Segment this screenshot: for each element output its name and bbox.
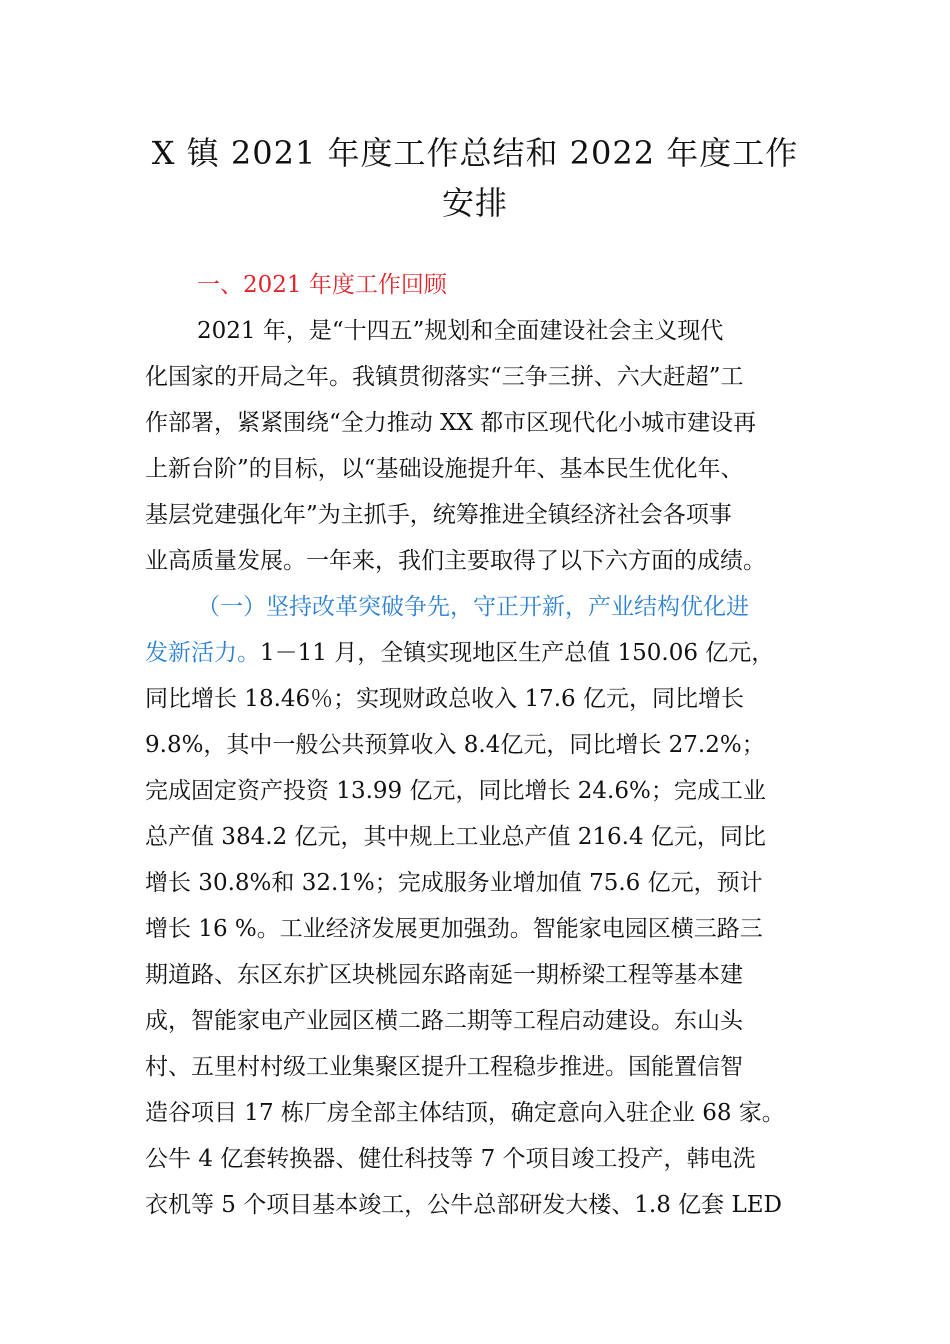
- paragraph-line: 衣机等 5 个项目基本竣工，公牛总部研发大楼、1.8 亿套 LED: [145, 1192, 782, 1218]
- paragraph-text: 1－11 月，全镇实现地区生产总值 150.06 亿元，: [260, 640, 775, 666]
- paragraph-line: 作部署，紧紧围绕“全力推动 XX 都市区现代化小城市建设再: [145, 410, 757, 436]
- paragraph-line: 造谷项目 17 栋厂房全部主体结顶，确定意向入驻企业 68 家。: [145, 1100, 785, 1126]
- paragraph-line: 村、五里村村级工业集聚区提升工程稳步推进。国能置信智: [145, 1054, 743, 1080]
- subsection-heading-end: 发新活力。: [145, 640, 260, 666]
- paragraph-line: 基层党建强化年”为主抓手，统筹推进全镇经济社会各项事: [145, 502, 732, 528]
- document-title-line-1: X 镇 2021 年度工作总结和 2022 年度工作: [151, 134, 799, 172]
- paragraph-line: 同比增长 18.46％；实现财政总收入 17.6 亿元，同比增长: [145, 686, 744, 712]
- section-heading: 一、2021 年度工作回顾: [197, 272, 447, 298]
- paragraph-line: 9.8%，其中一般公共预算收入 8.4亿元，同比增长 27.2%；: [145, 732, 765, 758]
- paragraph-line: 公牛 4 亿套转换器、健仕科技等 7 个项目竣工投产，韩电洗: [145, 1146, 756, 1172]
- paragraph-line: 上新台阶”的目标，以“基础设施提升年、基本民生优化年、: [145, 456, 744, 482]
- subsection-heading: （一）坚持改革突破争先，守正开新，产业结构优化进: [197, 594, 749, 620]
- paragraph-line: 总产值 384.2 亿元，其中规上工业总产值 216.4 亿元，同比: [145, 824, 766, 850]
- paragraph-line: 2021 年，是“十四五”规划和全面建设社会主义现代: [197, 318, 724, 344]
- paragraph-line: 化国家的开局之年。我镇贯彻落实“三争三拼、六大赶超”工: [145, 364, 744, 390]
- document-title-line-2: 安排: [441, 184, 508, 222]
- paragraph-line: 增长 30.8%和 32.1%；完成服务业增加值 75.6 亿元，预计: [145, 870, 763, 896]
- paragraph-line: [145, 638, 810, 668]
- paragraph-line: 增长 16 %。工业经济发展更加强劲。智能家电园区横三路三: [145, 916, 763, 942]
- paragraph-line: 业高质量发展。一年来，我们主要取得了以下六方面的成绩。: [145, 548, 766, 574]
- paragraph-line: 完成固定资产投资 13.99 亿元，同比增长 24.6%；完成工业: [145, 778, 766, 804]
- paragraph-line: 期道路、东区东扩区块桃园东路南延一期桥梁工程等基本建: [145, 962, 743, 988]
- paragraph-line: 成，智能家电产业园区横二路二期等工程启动建设。东山头: [145, 1008, 743, 1034]
